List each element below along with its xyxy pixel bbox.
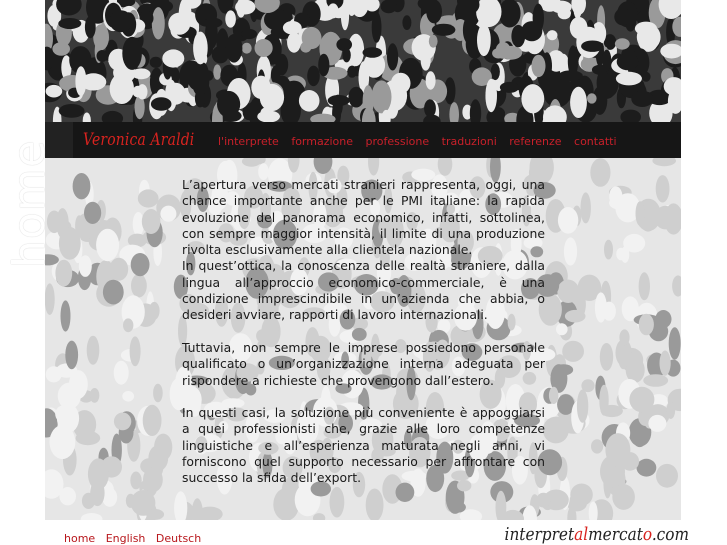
crowd-texture-blob xyxy=(132,86,143,98)
crowd-texture-blob xyxy=(595,292,607,322)
crowd-texture-blob xyxy=(643,374,668,387)
crowd-texture-blob xyxy=(564,237,577,265)
crowd-texture-blob xyxy=(477,24,491,56)
crowd-texture-blob xyxy=(241,29,257,39)
crowd-texture-blob xyxy=(318,54,329,77)
crowd-texture-blob xyxy=(602,50,611,72)
crowd-texture-blob xyxy=(348,34,364,67)
crowd-texture-blob xyxy=(45,283,55,315)
site-logo[interactable]: Veronica Araldi xyxy=(83,130,195,150)
crowd-texture-blob xyxy=(574,1,582,19)
crowd-texture-blob xyxy=(591,439,603,453)
crowd-texture-blob xyxy=(204,18,223,28)
crowd-texture-blob xyxy=(313,513,325,520)
header-crowd-photo xyxy=(45,0,681,122)
crowd-texture-blob xyxy=(387,43,398,70)
crowd-texture-blob xyxy=(90,388,100,403)
crowd-texture-blob xyxy=(604,240,613,260)
crowd-texture-blob xyxy=(342,48,350,63)
crowd-texture-blob xyxy=(600,343,613,371)
crowd-texture-blob xyxy=(562,341,584,362)
crowd-texture-blob xyxy=(247,102,257,122)
crowd-texture-blob xyxy=(160,206,176,222)
crowd-texture-blob xyxy=(46,366,62,382)
nav-item-interprete[interactable]: l'interprete xyxy=(218,135,279,148)
crowd-texture-blob xyxy=(235,0,255,15)
crowd-texture-blob xyxy=(438,158,453,176)
crowd-texture-blob xyxy=(102,111,123,122)
crowd-texture-blob xyxy=(616,72,642,86)
crowd-texture-blob xyxy=(656,464,678,488)
crowd-texture-blob xyxy=(666,401,675,419)
crowd-texture-blob xyxy=(381,0,397,13)
crowd-texture-blob xyxy=(122,37,142,70)
crowd-texture-blob xyxy=(543,417,569,444)
crowd-texture-blob xyxy=(138,189,159,207)
crowd-texture-blob xyxy=(300,42,311,53)
crowd-texture-blob xyxy=(577,389,588,422)
crowd-texture-blob xyxy=(372,12,382,43)
main-menu xyxy=(218,135,626,148)
crowd-texture-blob xyxy=(58,18,81,29)
crowd-texture-blob xyxy=(372,80,392,113)
crowd-texture-blob xyxy=(426,71,436,89)
crowd-texture-blob xyxy=(84,202,101,224)
crowd-texture-blob xyxy=(152,7,165,39)
crowd-texture-blob xyxy=(581,192,591,223)
crowd-texture-blob xyxy=(429,35,438,48)
crowd-texture-blob xyxy=(283,21,302,34)
crowd-texture-blob xyxy=(621,247,629,263)
crowd-texture-blob xyxy=(217,91,240,118)
crowd-texture-blob xyxy=(449,102,459,122)
crowd-texture-blob xyxy=(599,385,608,416)
nav-item-referenze[interactable]: referenze xyxy=(509,135,562,148)
crowd-texture-blob xyxy=(615,38,630,49)
crowd-texture-blob xyxy=(275,54,288,76)
paragraph-4: In questi casi, la soluzione più conveniente è appoggiarsi a quei professionisti che, grazie alle loro competenze linguistiche e all’esperienza maturata negli anni, vi forniscono quel supporto necessario per affrontare con successo la sfida dell’export. xyxy=(182,405,545,486)
crowd-texture-blob xyxy=(547,30,558,40)
crowd-texture-blob xyxy=(605,433,630,467)
top-navigation-bar xyxy=(45,122,681,158)
crowd-texture-blob xyxy=(131,274,147,298)
crowd-texture-blob xyxy=(391,73,411,94)
crowd-texture-blob xyxy=(655,310,671,328)
nav-item-contatti[interactable]: contatti xyxy=(574,135,617,148)
crowd-texture-blob xyxy=(432,24,456,36)
crowd-texture-blob xyxy=(639,314,654,336)
crowd-texture-blob xyxy=(363,47,383,58)
crowd-texture-blob xyxy=(69,370,88,399)
crowd-texture-blob xyxy=(631,91,653,107)
crowd-texture-blob xyxy=(565,310,586,323)
crowd-texture-blob xyxy=(558,207,578,234)
crowd-texture-blob xyxy=(226,34,243,63)
crowd-texture-blob xyxy=(142,209,161,234)
crowd-texture-blob xyxy=(146,509,164,520)
crowd-texture-blob xyxy=(485,79,497,112)
crowd-texture-blob xyxy=(114,413,131,431)
crowd-texture-blob xyxy=(87,336,100,365)
crowd-texture-blob xyxy=(570,484,592,506)
crowd-texture-blob xyxy=(328,3,339,18)
domain-logo xyxy=(505,524,689,545)
crowd-texture-blob xyxy=(287,32,301,52)
crowd-texture-blob xyxy=(242,43,252,54)
crowd-texture-blob xyxy=(551,1,572,14)
crowd-texture-blob xyxy=(581,41,604,52)
crowd-texture-blob xyxy=(543,105,567,122)
crowd-texture-blob xyxy=(149,302,160,320)
crowd-texture-blob xyxy=(499,0,521,28)
crowd-texture-blob xyxy=(614,8,631,25)
crowd-texture-blob xyxy=(57,404,79,433)
paragraph-3: Tuttavia, non sempre le imprese possiedono personale qualificato o un’organizzazione interna adeguata per rispondere a richieste che provengono dall’estero. xyxy=(182,339,545,388)
crowd-texture-blob xyxy=(143,405,162,436)
paragraph-1: L’apertura verso mercati stranieri rappresenta, oggi, una chance importante anche per le PMI italiane: la rapida evoluzione del panorama economico, infatti, sottolinea, con sempre maggior intensità, il limite di una produzione rivolta esclusivamente alla clientela nazionale. xyxy=(182,177,545,258)
crowd-texture-blob xyxy=(148,445,168,471)
crowd-texture-blob xyxy=(150,57,162,68)
crowd-texture-blob xyxy=(103,280,124,305)
crowd-texture-blob xyxy=(96,229,119,261)
crowd-texture-blob xyxy=(187,61,204,90)
crowd-texture-blob xyxy=(620,110,641,122)
crowd-texture-blob xyxy=(59,227,81,260)
crowd-texture-blob xyxy=(570,87,587,118)
domain-part-3: mercat xyxy=(588,524,643,545)
side-page-label: home xyxy=(4,139,55,268)
crowd-texture-blob xyxy=(570,17,588,39)
crowd-texture-blob xyxy=(123,318,133,332)
crowd-texture-blob xyxy=(521,21,542,41)
crowd-texture-blob xyxy=(612,484,635,510)
crowd-texture-blob xyxy=(491,64,500,81)
crowd-texture-blob xyxy=(75,66,86,96)
page-container xyxy=(45,0,689,545)
crowd-texture-blob xyxy=(109,258,128,281)
crowd-texture-blob xyxy=(73,173,91,199)
footer-links xyxy=(64,532,208,545)
crowd-texture-blob xyxy=(619,329,629,345)
crowd-texture-blob xyxy=(213,64,221,79)
crowd-texture-blob xyxy=(652,158,676,166)
crowd-texture-blob xyxy=(83,113,91,123)
crowd-texture-blob xyxy=(532,55,546,77)
crowd-texture-blob xyxy=(151,97,172,111)
crowd-texture-blob xyxy=(496,42,511,59)
crowd-texture-blob xyxy=(162,49,184,67)
crowd-texture-blob xyxy=(59,104,85,118)
crowd-texture-blob xyxy=(61,300,71,331)
crowd-texture-blob xyxy=(637,459,657,477)
crowd-texture-blob xyxy=(590,158,610,187)
nav-item-formazione[interactable]: formazione xyxy=(291,135,354,148)
crowd-texture-blob xyxy=(642,72,651,82)
nav-item-traduzioni[interactable]: traduzioni xyxy=(441,135,497,148)
domain-part-1: interpret xyxy=(504,524,575,545)
crowd-texture-blob xyxy=(257,111,280,123)
crowd-texture-blob xyxy=(193,32,208,65)
crowd-texture-blob xyxy=(348,87,364,108)
crowd-texture-blob xyxy=(225,10,236,27)
crowd-texture-blob xyxy=(500,82,519,93)
paragraph-2: In quest’ottica, la conoscenza delle realtà straniere, dalla lingua all’approccio economico-commerciale, è una condizione imprescindibile in un’azienda che abbia, o desideri avviare, rapporti di lavoro internazionali. xyxy=(182,258,545,323)
crowd-texture-blob xyxy=(168,13,190,35)
crowd-texture-blob xyxy=(368,158,379,176)
crowd-texture-blob xyxy=(660,351,671,376)
crowd-texture-blob xyxy=(633,429,647,447)
crowd-texture-blob xyxy=(110,10,132,32)
crowd-texture-blob xyxy=(549,387,559,404)
crowd-texture-blob xyxy=(114,361,129,385)
crowd-texture-blob xyxy=(558,70,583,81)
crowd-texture-blob xyxy=(90,480,104,506)
crowd-texture-blob xyxy=(55,260,72,287)
crowd-texture-blob xyxy=(251,76,270,99)
crowd-texture-blob xyxy=(639,272,650,300)
crowd-texture-blob xyxy=(424,99,436,117)
crowd-texture-blob xyxy=(255,39,273,57)
footer xyxy=(45,520,689,545)
crowd-texture-blob xyxy=(59,487,76,505)
crowd-texture-blob xyxy=(52,42,70,56)
domain-part-4: o xyxy=(642,524,652,545)
crowd-texture-blob xyxy=(122,391,134,402)
crowd-texture-blob xyxy=(97,50,108,62)
crowd-texture-blob xyxy=(307,66,320,87)
crowd-texture-blob xyxy=(402,15,411,30)
crowd-texture-blob xyxy=(153,384,163,403)
domain-part-5: .com xyxy=(651,524,689,545)
crowd-texture-blob xyxy=(587,93,597,103)
crowd-texture-blob xyxy=(629,387,654,412)
crowd-texture-blob xyxy=(130,336,141,366)
crowd-texture-blob xyxy=(556,323,568,335)
crowd-texture-blob xyxy=(557,280,579,303)
crowd-texture-blob xyxy=(126,494,136,508)
crowd-texture-blob xyxy=(131,253,150,276)
crowd-texture-blob xyxy=(299,90,320,112)
crowd-texture-blob xyxy=(46,85,63,98)
crowd-texture-blob xyxy=(341,1,349,30)
footer-link-english[interactable]: English xyxy=(105,532,146,545)
crowd-texture-blob xyxy=(648,415,666,432)
footer-link-deutsch[interactable]: Deutsch xyxy=(155,532,202,545)
main-text xyxy=(182,177,545,503)
crowd-texture-blob xyxy=(656,175,670,202)
footer-link-home[interactable]: home xyxy=(64,532,96,545)
crowd-texture-blob xyxy=(635,22,657,36)
crowd-texture-blob xyxy=(521,84,544,113)
crowd-texture-blob xyxy=(669,327,681,360)
domain-part-2: al xyxy=(574,524,589,545)
crowd-texture-blob xyxy=(81,513,103,520)
crowd-texture-blob xyxy=(78,411,92,426)
crowd-texture-blob xyxy=(76,431,101,445)
crowd-texture-blob xyxy=(65,341,78,370)
crowd-texture-blob xyxy=(672,275,681,296)
crowd-texture-blob xyxy=(470,99,481,122)
nav-item-professione[interactable]: professione xyxy=(365,135,430,148)
crowd-texture-blob xyxy=(347,66,357,78)
crowd-texture-blob xyxy=(426,0,442,23)
crowd-texture-blob xyxy=(636,201,645,226)
